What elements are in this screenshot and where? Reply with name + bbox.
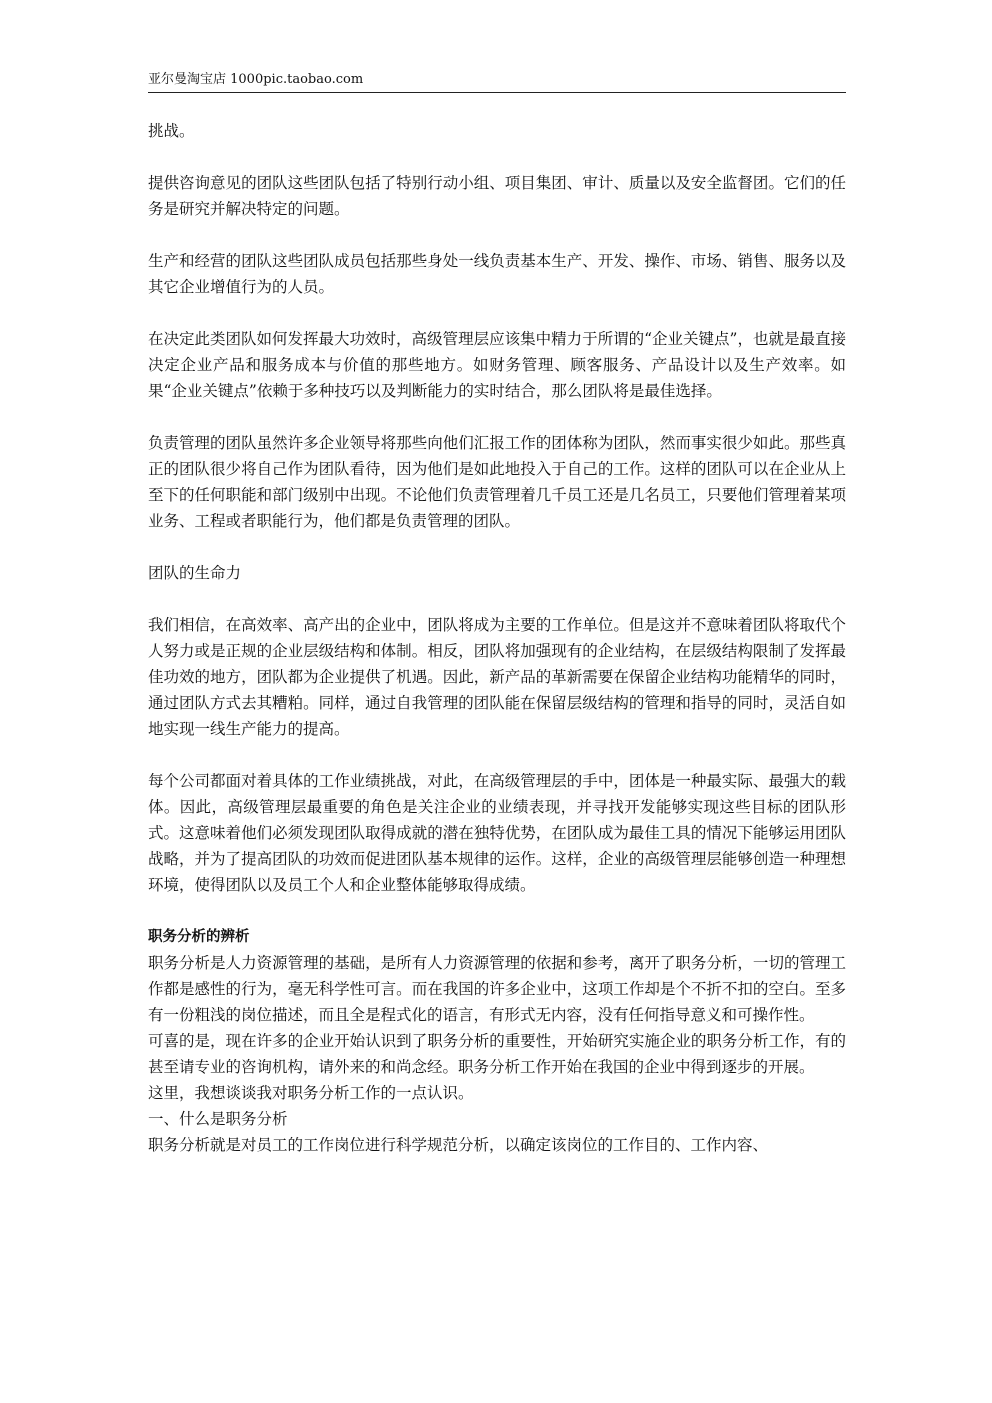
paragraph: 每个公司都面对着具体的工作业绩挑战，对此，在高级管理层的手中，团体是一种最实际、最强大的载体。因此，高级管理层最重要的角色是关注企业的业绩表现，并寻找开发能够实现这些目标的团队形式。这意味着他们必须发现团队取得成就的潜在独特优势，在团队成为最佳工具的情况下能够运用团队战略，并为了提高团队的功效而促进团队基本规律的运作。这样，企业的高级管理层能够创造一种理想环境，使得团队以及员工个人和企业整体能够取得成绩。 (148, 772, 846, 894)
paragraph: 这里，我想谈谈我对职务分析工作的一点认识。 (148, 1084, 474, 1102)
paragraph: 可喜的是，现在许多的企业开始认识到了职务分析的重要性，开始研究实施企业的职务分析工作，有的甚至请专业的咨询机构，请外来的和尚念经。职务分析工作开始在我国的企业中得到逐步的开展。 (148, 1032, 846, 1076)
paragraph: 职务分析就是对员工的工作岗位进行科学规范分析，以确定该岗位的工作目的、工作内容、 (148, 1136, 769, 1154)
paragraph: 生产和经营的团队这些团队成员包括那些身处一线负责基本生产、开发、操作、市场、销售、服务以及其它企业增值行为的人员。 (148, 252, 846, 296)
page-header: 亚尔曼淘宝店 1000pic.taobao.com (148, 72, 364, 87)
section-heading: 职务分析的辨析 (148, 928, 250, 945)
subheading: 一、什么是职务分析 (148, 1110, 288, 1128)
paragraph: 职务分析是人力资源管理的基础，是所有人力资源管理的依据和参考，离开了职务分析，一切的管理工作都是感性的行为，毫无科学性可言。而在我国的许多企业中，这项工作却是个不折不扣的空白。至多有一份粗浅的岗位描述，而且全是程式化的语言，有形式无内容，没有任何指导意义和可操作性。 (148, 954, 846, 1024)
header-rule (148, 92, 846, 93)
paragraph: 挑战。 (148, 122, 195, 140)
paragraph: 提供咨询意见的团队这些团队包括了特别行动小组、项目集团、审计、质量以及安全监督团。它们的任务是研究并解决特定的问题。 (148, 174, 846, 218)
paragraph: 我们相信，在高效率、高产出的企业中，团队将成为主要的工作单位。但是这并不意味着团队将取代个人努力或是正规的企业层级结构和体制。相反，团队将加强现有的企业结构，在层级结构限制了发挥最佳功效的地方，团队都为企业提供了机遇。因此，新产品的革新需要在保留企业结构功能精华的同时，通过团队方式去其糟粕。同样，通过自我管理的团队能在保留层级结构的管理和指导的同时，灵活自如地实现一线生产能力的提高。 (148, 616, 846, 738)
paragraph: 在决定此类团队如何发挥最大功效时，高级管理层应该集中精力于所谓的“企业关键点”，也就是最直接决定企业产品和服务成本与价值的那些地方。如财务管理、顾客服务、产品设计以及生产效率。如果“企业关键点”依赖于多种技巧以及判断能力的实时结合，那么团队将是最佳选择。 (148, 330, 846, 400)
paragraph: 负责管理的团队虽然许多企业领导将那些向他们汇报工作的团体称为团队，然而事实很少如此。那些真正的团队很少将自己作为团队看待，因为他们是如此地投入于自己的工作。这样的团队可以在企业从上至下的任何职能和部门级别中出现。不论他们负责管理着几千员工还是几名员工，只要他们管理着某项业务、工程或者职能行为，他们都是负责管理的团队。 (148, 434, 846, 530)
document-body (148, 118, 846, 1158)
section-title: 团队的生命力 (148, 564, 242, 582)
